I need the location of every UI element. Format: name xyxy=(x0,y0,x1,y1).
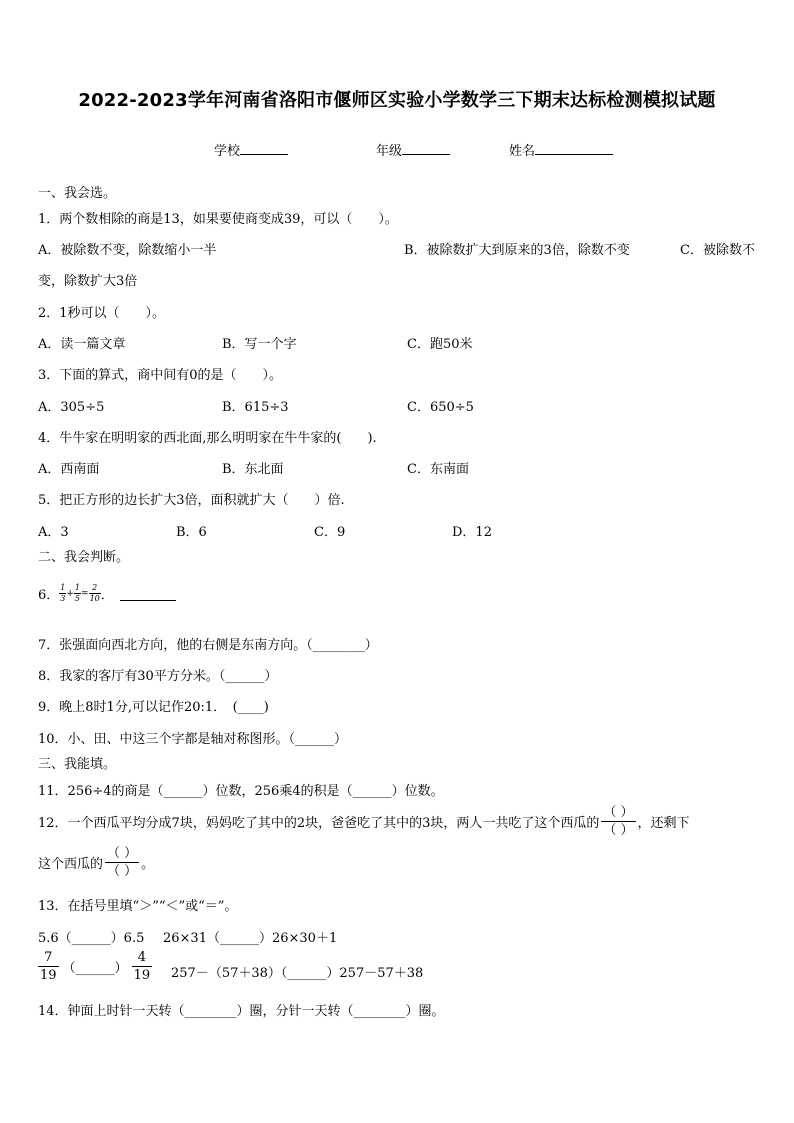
q12-text-2: ，还剩下 xyxy=(637,816,690,831)
section-1-heading: 一、我会选。 xyxy=(38,186,117,201)
q2-option-c[interactable]: C．跑50米 xyxy=(407,337,473,352)
q5-option-d[interactable]: D．12 xyxy=(452,525,492,540)
q8: 8．我家的客厅有30平方分米。（______） xyxy=(38,669,278,684)
q5-option-b[interactable]: B．6 xyxy=(176,525,207,540)
q5-option-a[interactable]: A．3 xyxy=(38,525,69,540)
q13-stem: 13．在括号里填“＞”“＜”或“＝”。 xyxy=(38,899,238,914)
q6-plus: + xyxy=(66,588,74,599)
section-3-heading: 三、我能填。 xyxy=(38,757,117,772)
q12-fraction-blank-1[interactable] xyxy=(601,806,635,837)
q13-numerator-1: 7 xyxy=(44,950,53,965)
section-2-heading: 二、我会判断。 xyxy=(38,550,130,565)
q6-denominator-1: 3 xyxy=(60,594,66,603)
page-title: 2022-2023学年河南省洛阳市偃师区实验小学数学三下期末达标检测模拟试题 xyxy=(78,90,716,111)
q13-row-2b: 257－（57＋38）（______）257－57＋38 xyxy=(171,966,424,981)
q10: 10．小、田、中这三个字都是轴对称图形。（______） xyxy=(38,732,348,747)
q13-denominator-2: 19 xyxy=(133,968,151,983)
q2-option-a[interactable]: A．读一篇文章 xyxy=(38,337,126,352)
q13-row-2 xyxy=(38,951,152,982)
q12-denominator-blank-1[interactable]: （ ） xyxy=(603,823,634,838)
q14: 14．钟面上时针一天转（________）圈，分针一天转（________）圈。 xyxy=(38,1004,445,1019)
q6-numerator-1: 1 xyxy=(60,583,66,592)
q6-answer-blank[interactable] xyxy=(120,586,176,601)
q4-option-b[interactable]: B．东北面 xyxy=(222,462,284,477)
q6-suffix: ． xyxy=(100,588,114,603)
q6-prefix: 6． xyxy=(38,588,60,603)
q6-fraction-1 xyxy=(59,584,66,603)
q7: 7．张强面向西北方向，他的右侧是东南方向。（________） xyxy=(38,638,378,653)
q3-option-b[interactable]: B．615÷3 xyxy=(222,400,289,415)
school-blank[interactable] xyxy=(240,142,288,155)
name-field[interactable] xyxy=(509,140,613,159)
q4-stem: 4．牛牛家在明明家的西北面,那么明明家在牛牛家的( ). xyxy=(38,431,377,446)
q1-option-a[interactable]: A．被除数不变，除数缩小一半 xyxy=(38,243,217,258)
q12-numerator-blank-2[interactable]: （ ） xyxy=(107,846,138,861)
q13-fraction-1 xyxy=(38,951,59,982)
q3-option-a[interactable]: A．305÷5 xyxy=(38,400,105,415)
q3-option-c[interactable]: C．650÷5 xyxy=(407,400,474,415)
q13-row-1a: 5.6（______）6.5 xyxy=(38,931,145,946)
q1-stem: 1．两个数相除的商是13，如果要使商变成39，可以（ ）。 xyxy=(38,212,398,227)
school-field[interactable] xyxy=(214,140,288,159)
grade-field[interactable] xyxy=(376,140,450,159)
q13-fraction-2 xyxy=(132,951,153,982)
name-blank[interactable] xyxy=(535,142,613,155)
q6-denominator-3: 10 xyxy=(89,594,100,603)
q4-option-c[interactable]: C．东南面 xyxy=(407,462,469,477)
q6-fraction-2 xyxy=(74,584,81,603)
grade-label: 年级 xyxy=(376,144,403,159)
q3-stem: 3．下面的算式，商中间有0的是（ ）。 xyxy=(38,368,283,383)
q1-option-c[interactable]: C．被除数不 xyxy=(680,243,755,258)
q12-text-1: 12．一个西瓜平均分成7块，妈妈吃了其中的2块，爸爸吃了其中的3块，两人一共吃了这个西瓜的 xyxy=(38,816,600,831)
q4-option-a[interactable]: A．西南面 xyxy=(38,462,100,477)
q9: 9．晚上8时1分,可以记作20:1． (____) xyxy=(38,700,269,715)
name-label: 姓名 xyxy=(509,144,536,159)
q6-fraction-3 xyxy=(89,584,101,603)
q13-numerator-2: 4 xyxy=(137,950,146,965)
school-label: 学校 xyxy=(214,144,241,159)
q6-numerator-2: 1 xyxy=(74,583,81,592)
q12-line-2 xyxy=(38,847,154,878)
q6-numerator-3: 2 xyxy=(92,583,98,592)
q12-numerator-blank-1[interactable]: （ ） xyxy=(603,805,634,820)
q1-option-b[interactable]: B．被除数扩大到原来的3倍，除数不变 xyxy=(404,243,630,258)
q5-stem: 5．把正方形的边长扩大3倍，面积就扩大（ ）倍. xyxy=(38,493,345,508)
grade-blank[interactable] xyxy=(402,142,450,155)
q12-fraction-blank-2[interactable] xyxy=(105,847,139,878)
q11: 11．256÷4的商是（______）位数，256乘4的积是（______）位数。 xyxy=(38,784,444,799)
q13-row-1b: 26×31（______）26×30＋1 xyxy=(163,931,338,946)
q5-option-c[interactable]: C．9 xyxy=(314,525,346,540)
q12-denominator-blank-2[interactable]: （ ） xyxy=(107,864,138,879)
q2-option-b[interactable]: B．写一个字 xyxy=(222,337,297,352)
q6-equals: = xyxy=(81,588,89,599)
q1-option-c-cont: 变，除数扩大3倍 xyxy=(38,274,138,289)
q13-compare-blank[interactable]: （______） xyxy=(62,961,128,976)
q2-stem: 2．1秒可以（ ）。 xyxy=(38,306,166,321)
q6 xyxy=(38,584,176,603)
q6-denominator-2: 5 xyxy=(74,594,81,603)
q12-text-3: 这个西瓜的 xyxy=(38,857,104,872)
q13-denominator-1: 19 xyxy=(40,968,57,983)
q12-text-4: 。 xyxy=(141,857,155,872)
q12-line-1 xyxy=(38,806,690,837)
